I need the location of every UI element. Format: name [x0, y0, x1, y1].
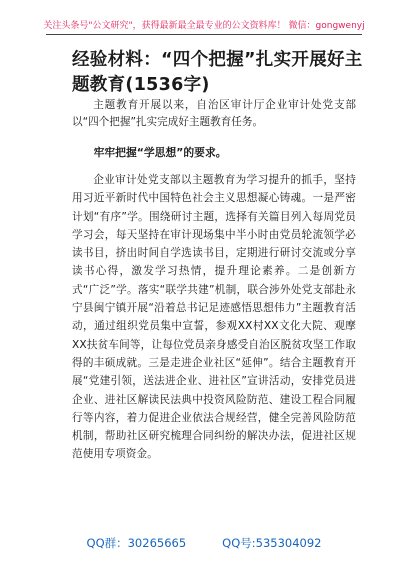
footer-qq-number: QQ号:535304092: [222, 536, 322, 550]
document-title: 经验材料：“四个把握”扎实开展好主题教育(1536字): [72, 50, 363, 95]
body-paragraph: 企业审计处党支部以主题教育为学习提升的抓手，坚持用习近平新时代中国特色社会主义思想凝心铸魂。一是严密计划“有序”学。围绕研讨主题，选择有关篇目列入每周党员学习会，每天坚持在审计现场集中半小时由党员轮流领学必读书目，挤出时间自学选读书目，定期进行研讨交流或分享读书心得，激发学习热情，提升理论素养。二是创新方式“广泛”学。落实“联学共建”机制，联合涉外处党支部赴永宁县闽宁镇开展“沿着总书记足迹感悟思想伟力”主题教育活动，通过组织党员集中宣誓，参观XX村XX文化大院、观摩XX扶贫车间等，让每位党员亲身感受自治区脱贫攻坚工作取得的丰硕成就。三是走进企业社区“延伸”。结合主题教育开展“党建引领，送法进企业、进社区”宣讲活动，安排党员进企业、进社区解读民法典中投资风险防范、建设工程合同履行等内容，着力促进企业依法合规经营，健全完善风险防范机制，帮助社区研究梳理合同纠纷的解决办法，促进社区规范使用专项资金。: [72, 174, 356, 461]
section-heading: 牢牢把握“学思想”的要求。: [93, 146, 227, 159]
header-banner: 关注头条号"公文研究"，获得最新最全最专业的公文资料库！ 微信：gongwenyj: [43, 21, 365, 31]
footer: [0, 535, 408, 551]
header-divider: [46, 34, 362, 35]
footer-qq-group: QQ群：30265665: [86, 536, 187, 550]
intro-paragraph: 主题教育开展以来，自治区审计厅企业审计处党支部以“四个把握”扎实完成好主题教育任务。: [72, 99, 356, 128]
